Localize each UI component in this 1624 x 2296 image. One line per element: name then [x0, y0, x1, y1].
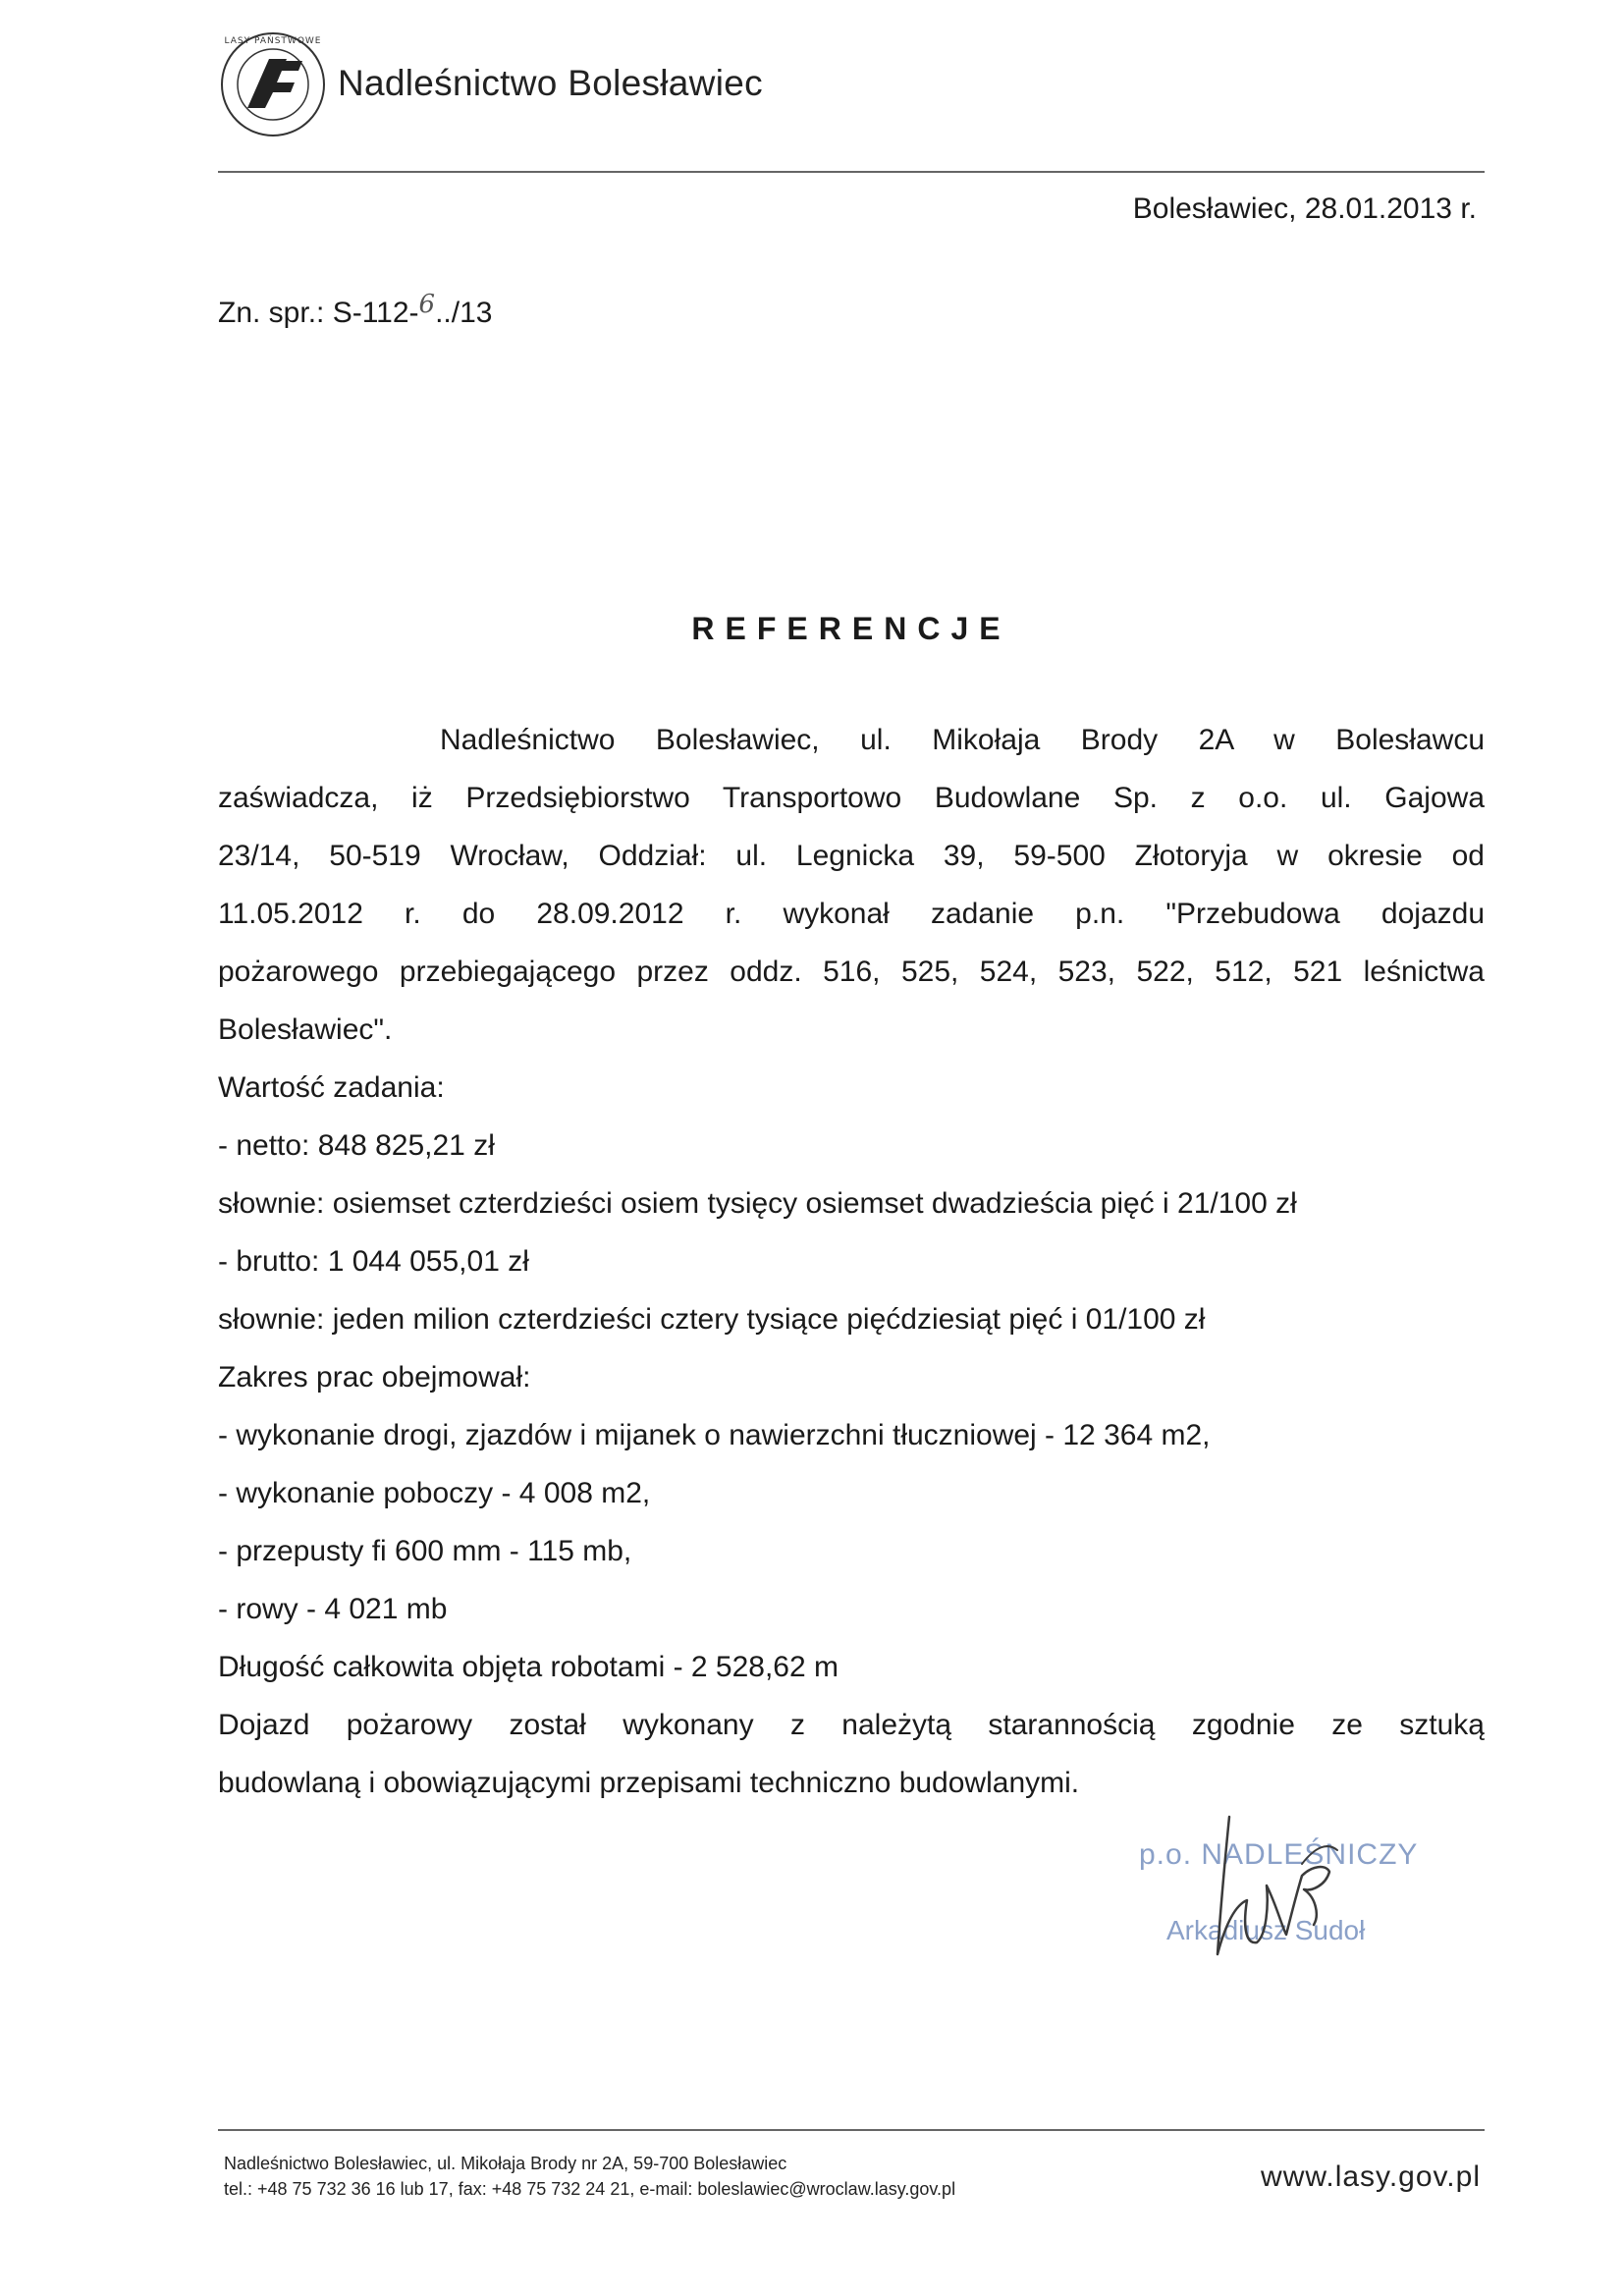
logo-ring-text: LASY PAŃSTWOWE — [224, 36, 322, 46]
netto-in-words: słownie: osiemset czterdzieści osiem tysięcy osiemset dwadzieścia pięć i 21/100 zł — [218, 1187, 1297, 1220]
intro-line: Nadleśnictwo Bolesławiec, ul. Mikołaja Brody 2A w Bolesławcu — [440, 724, 1485, 756]
footer-website: www.lasy.gov.pl — [1261, 2160, 1481, 2193]
intro-line: pożarowego przebiegającego przez oddz. 516, 525, 524, 523, 522, 512, 521 leśnictwa — [218, 956, 1485, 988]
reference-number — [218, 290, 493, 330]
stamp-name: Arkadiusz Sudoł — [1166, 1915, 1366, 1945]
footer-address-line: Nadleśnictwo Bolesławiec, ul. Mikołaja Brody nr 2A, 59-700 Bolesławiec — [224, 2154, 787, 2173]
scope-item: - rowy - 4 021 mb — [218, 1593, 448, 1625]
footer-divider — [218, 2129, 1485, 2131]
footer-address — [224, 2151, 955, 2202]
header-divider — [218, 171, 1485, 173]
document-title: REFERENCJE — [691, 611, 1011, 646]
scope-item: - wykonanie poboczy - 4 008 m2, — [218, 1477, 651, 1509]
letter-body — [218, 711, 1485, 1812]
scope-heading: Zakres prac obejmował: — [218, 1361, 531, 1394]
closing-line: Dojazd pożarowy został wykonany z należytą starannością zgodnie ze sztuką — [218, 1709, 1485, 1741]
brutto-value: - brutto: 1 044 055,01 zł — [218, 1245, 529, 1278]
scope-item: - wykonanie drogi, zjazdów i mijanek o nawierzchni tłuczniowej - 12 364 m2, — [218, 1419, 1211, 1451]
organization-name: Nadleśnictwo Bolesławiec — [338, 63, 763, 103]
intro-line-last: Bolesławiec". — [218, 1013, 393, 1046]
scope-item: - przepusty fi 600 mm - 115 mb, — [218, 1535, 632, 1567]
footer-contact-line: tel.: +48 75 732 36 16 lub 17, fax: +48 75 732 24 21, e-mail: boleslawiec@wroclaw.lasy.gov.pl — [224, 2179, 956, 2199]
intro-line: 23/14, 50-519 Wrocław, Oddział: ul. Legnicka 39, 59-500 Złotoryja w okresie od — [218, 840, 1485, 872]
stamp-title: p.o. NADLEŚNICZY — [1139, 1838, 1419, 1871]
intro-line: zaświadcza, iż Przedsiębiorstwo Transportowo Budowlane Sp. z o.o. ul. Gajowa — [218, 782, 1485, 814]
lasy-panstwowe-logo — [218, 29, 328, 139]
intro-line: 11.05.2012 r. do 28.09.2012 r. wykonał zadanie p.n. "Przebudowa dojazdu — [218, 898, 1485, 930]
reference-suffix: ../13 — [435, 297, 493, 329]
brutto-in-words: słownie: jeden milion czterdzieści cztery tysiące pięćdziesiąt pięć i 01/100 zł — [218, 1303, 1206, 1336]
total-length: Długość całkowita objęta robotami - 2 528,62 m — [218, 1651, 839, 1683]
document-date: Bolesławiec, 28.01.2013 r. — [1132, 192, 1477, 225]
value-heading: Wartość zadania: — [218, 1071, 445, 1104]
closing-line: budowlaną i obowiązującymi przepisami techniczno budowlanymi. — [218, 1767, 1080, 1799]
netto-value: - netto: 848 825,21 zł — [218, 1129, 495, 1162]
reference-prefix: Zn. spr.: S-112- — [218, 297, 419, 329]
reference-handwritten-digit: 6 — [418, 290, 436, 319]
handwritten-signature — [1119, 1807, 1414, 1974]
